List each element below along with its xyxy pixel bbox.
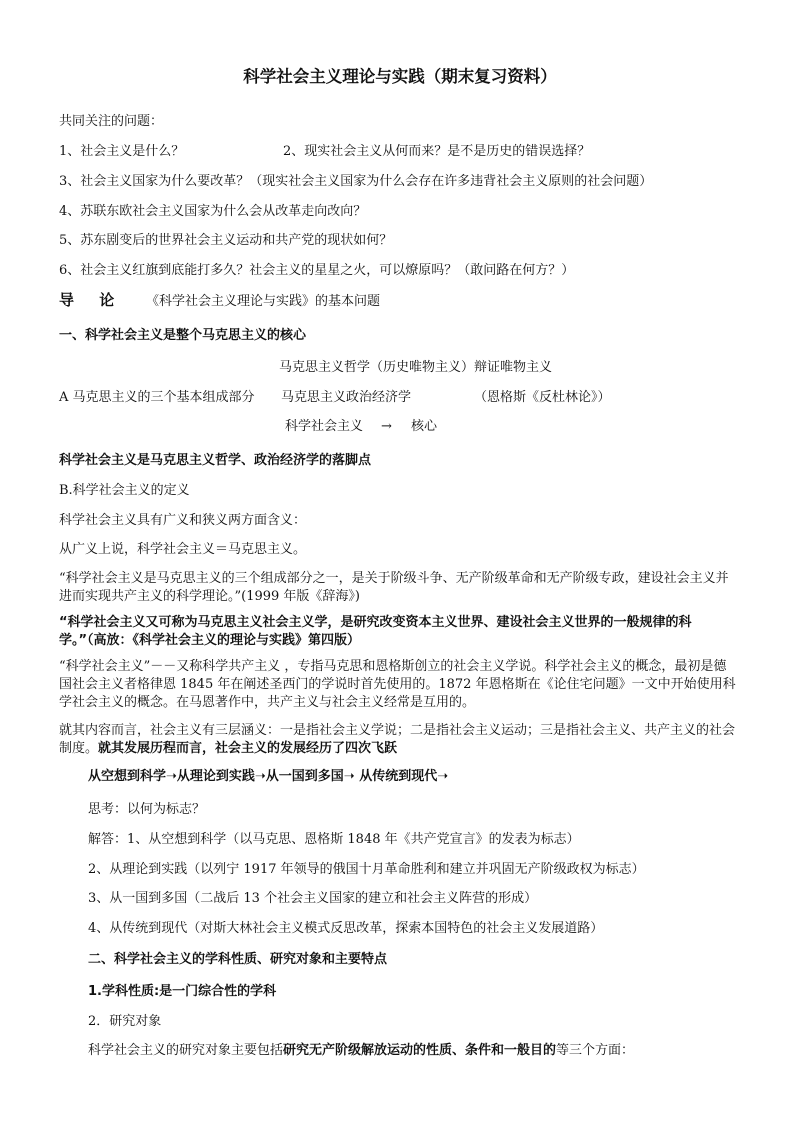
definition-heading: B.科学社会主义的定义 bbox=[59, 483, 190, 498]
question-1: 1、社会主义是什么？ bbox=[59, 144, 185, 159]
answer-2: 2、从理论到实践（以列宁 1917 年领导的俄国十月革命胜利和建立并巩固无产阶级政权为标志） bbox=[88, 862, 645, 877]
components-label: A 马克思主义的三个基本组成部分 bbox=[59, 390, 255, 405]
component-socialism: 科学社会主义 bbox=[285, 419, 364, 434]
answer-3: 3、从一国到多国（二战后 13 个社会主义国家的建立和社会主义阵营的形成） bbox=[88, 891, 538, 906]
subject-nature: 1.学科性质:是一门综合性的学科 bbox=[88, 984, 277, 999]
meaning-bold: 就其发展历程而言，社会主义的发展经历了四次飞跃 bbox=[98, 741, 398, 756]
intro-heading: 导 论 bbox=[59, 291, 125, 309]
quote-cihai: “科学社会主义是马克思主义的三个组成部分之一，是关于阶级斗争、无产阶级革命和无产阶级专政，建设社会主义并进而实现共产主义的科学理论。”(1999 年版《辞海》) bbox=[59, 571, 729, 604]
definition-intro: 科学社会主义具有广义和狭义两方面含义： bbox=[59, 513, 307, 528]
definition-broad: 从广义上说，科学社会主义＝马克思主义。 bbox=[59, 542, 307, 557]
document-title: 科学社会主义理论与实践（期末复习资料） bbox=[243, 67, 557, 86]
research-object-text bbox=[88, 1042, 634, 1060]
question-2: 2、现实社会主义从何而来？是不是历史的错误选择？ bbox=[283, 144, 591, 159]
question-4: 4、苏联东欧社会主义国家为什么会从改革走向改向？ bbox=[59, 204, 367, 219]
intro-subtitle: 《科学社会主义理论与实践》的基本问题 bbox=[146, 294, 381, 309]
research-text-bold: 研究无产阶级解放运动的性质、条件和一般目的 bbox=[283, 1043, 557, 1058]
question-6: 6、社会主义红旗到底能打多久？社会主义的星星之火，可以燎原吗？（敢问路在何方？） bbox=[59, 263, 575, 278]
component-philosophy: 马克思主义哲学（历史唯物主义）辩证唯物主义 bbox=[279, 360, 553, 375]
research-text-a: 科学社会主义的研究对象主要包括 bbox=[88, 1043, 284, 1058]
quote-gaofang: “科学社会主义又可称为马克思主义社会主义学，是研究改变资本主义世界、建设社会主义世界的一般规律的科学。”（高放：《科学社会主义的理论与实践》第四版） bbox=[59, 615, 692, 648]
question-5: 5、苏东剧变后的世界社会主义运动和共产党的现状如何？ bbox=[59, 233, 393, 248]
section-1-heading: 一、科学社会主义是整个马克思主义的核心 bbox=[59, 328, 307, 343]
component-economics: 马克思主义政治经济学 bbox=[281, 390, 412, 405]
research-object-heading: 2．研究对象 bbox=[88, 1014, 162, 1029]
engels-reference: （恩格斯《反杜林论》） bbox=[474, 390, 611, 405]
questions-heading: 共同关注的问题： bbox=[59, 114, 164, 129]
section-2-heading: 二、科学社会主义的学科性质、研究对象和主要特点 bbox=[88, 952, 388, 967]
think-question: 思考：以何为标志？ bbox=[88, 802, 206, 817]
bold-statement: 科学社会主义是马克思主义哲学、政治经济学的落脚点 bbox=[59, 453, 372, 468]
paragraph-meaning bbox=[59, 722, 739, 758]
paragraph-history: “科学社会主义”－－又称科学共产主义 ，专指马克思和恩格斯创立的社会主义学说。科学社会主义的概念，最初是德国社会主义者格律恩 1845 年在阐述圣西门的学说时首先使用的。1872 年恩格斯在《论住宅问题》一文中开始使用科学社会主义的概念。在马恩著作中，共产主义与社会主义经常是互用的。 bbox=[59, 659, 736, 710]
arrow-icon: → bbox=[381, 419, 392, 434]
four-leaps: 从空想到科学➝从理论到实践➝从一国到多国➝ 从传统到现代➝ bbox=[88, 769, 449, 784]
answer-4: 4、从传统到现代（对斯大林社会主义模式反思改革，探索本国特色的社会主义发展道路） bbox=[88, 921, 604, 936]
question-3: 3、社会主义国家为什么要改革？（现实社会主义国家为什么会存在许多违背社会主义原则的社会问题） bbox=[59, 174, 653, 189]
research-text-c: 等三个方面： bbox=[556, 1043, 635, 1058]
core-label: 核心 bbox=[411, 419, 438, 434]
answer-1: 解答：1、从空想到科学（以马克思、恩格斯 1848 年《共产党宣言》的发表为标志） bbox=[88, 832, 580, 847]
meaning-text: 就其内容而言，社会主义有三层涵义：一是指社会主义学说；二是指社会主义运动；三是指社会主义、共产主义的社会制度。 bbox=[59, 723, 736, 756]
